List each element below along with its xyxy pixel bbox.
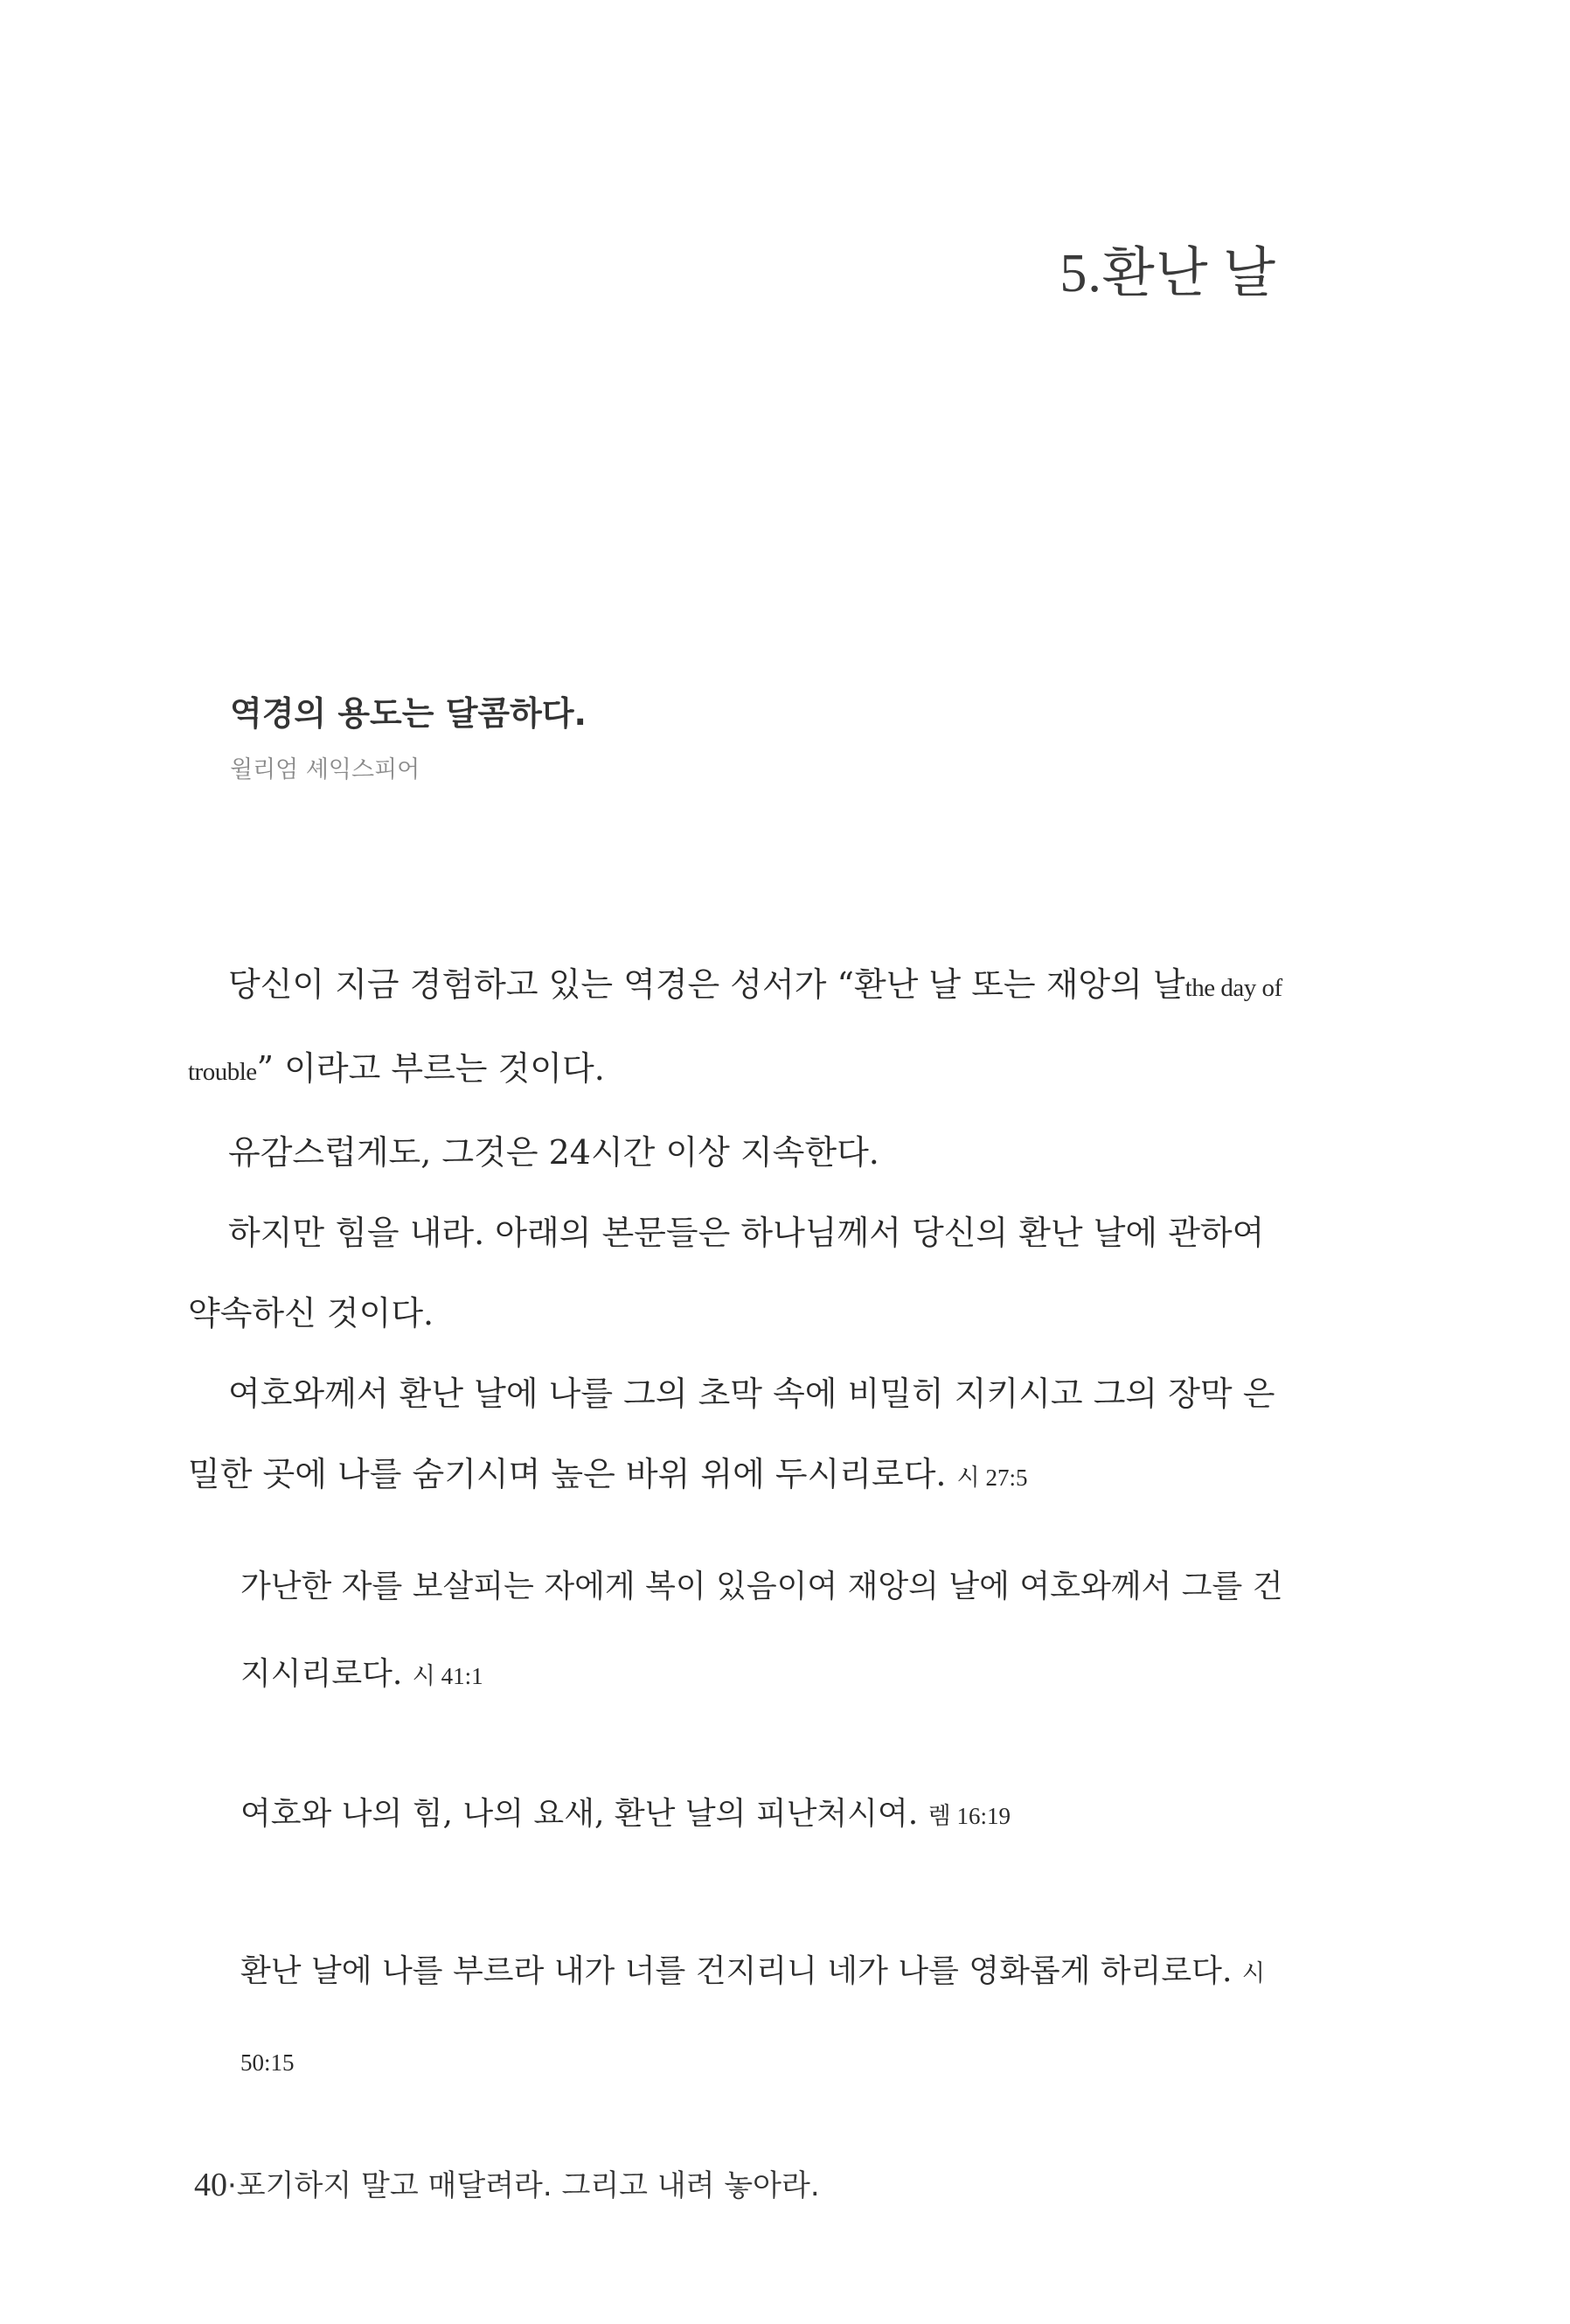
paragraph-3: 하지만 힘을 내라. 아래의 본문들은 하나님께서 당신의 환난 날에 관하여 약속하신 것이다. <box>188 1214 1265 1332</box>
chapter-title: 5.환난 날 <box>1059 244 1276 303</box>
paragraph-1 <box>188 944 1289 1112</box>
verse-reference: 시 50:15 <box>240 1960 1265 2076</box>
page-footer <box>194 2161 820 2204</box>
verse-reference: 렘 16:19 <box>927 1803 1011 1829</box>
verse-text: 가난한 자를 보살피는 자에게 복이 있음이여 재앙의 날에 여호와께서 그를 건지시리로다. <box>240 1569 1283 1692</box>
paragraph-1-tail: ” 이라고 부르는 것이다. <box>256 1049 605 1088</box>
verse-text: 여호와 나의 힘, 나의 요새, 환난 날의 피난처시여. <box>240 1796 919 1832</box>
epigraph <box>230 686 587 784</box>
verse-block <box>240 1771 1289 1860</box>
paragraph-1-text: 당신이 지금 경험하고 있는 역경은 성서가 “환난 날 또는 재앙의 날 <box>228 965 1185 1004</box>
verse-block <box>240 1543 1289 1720</box>
paragraph-4 <box>188 1353 1289 1518</box>
running-title: ·포기하지 말고 매달려라. 그리고 내려 놓아라. <box>227 2168 820 2203</box>
paragraph-4-text: 여호와께서 환난 날에 나를 그의 초막 속에 비밀히 지키시고 그의 장막 은밀한 곳에 나를 숨기시며 높은 바위 위에 두시리로다. <box>188 1374 1275 1493</box>
epigraph-author: 윌리엄 셰익스피어 <box>230 756 420 783</box>
epigraph-quote: 역경의 용도는 달콤하다. <box>230 694 587 733</box>
paragraph-2: 유감스럽게도, 그것은 24시간 이상 지속한다. <box>228 1133 879 1172</box>
verse-text: 환난 날에 나를 부르라 내가 너를 건지리니 네가 나를 영화롭게 하리로다. <box>240 1953 1233 1989</box>
page-number: 40 <box>194 2167 227 2203</box>
paragraph-1-english: the day of trouble <box>188 974 1282 1086</box>
scripture-reference: 시 27:5 <box>956 1465 1028 1491</box>
verse-block <box>240 1928 1289 2106</box>
body-text <box>188 944 1289 1518</box>
verse-reference: 시 41:1 <box>412 1663 483 1689</box>
